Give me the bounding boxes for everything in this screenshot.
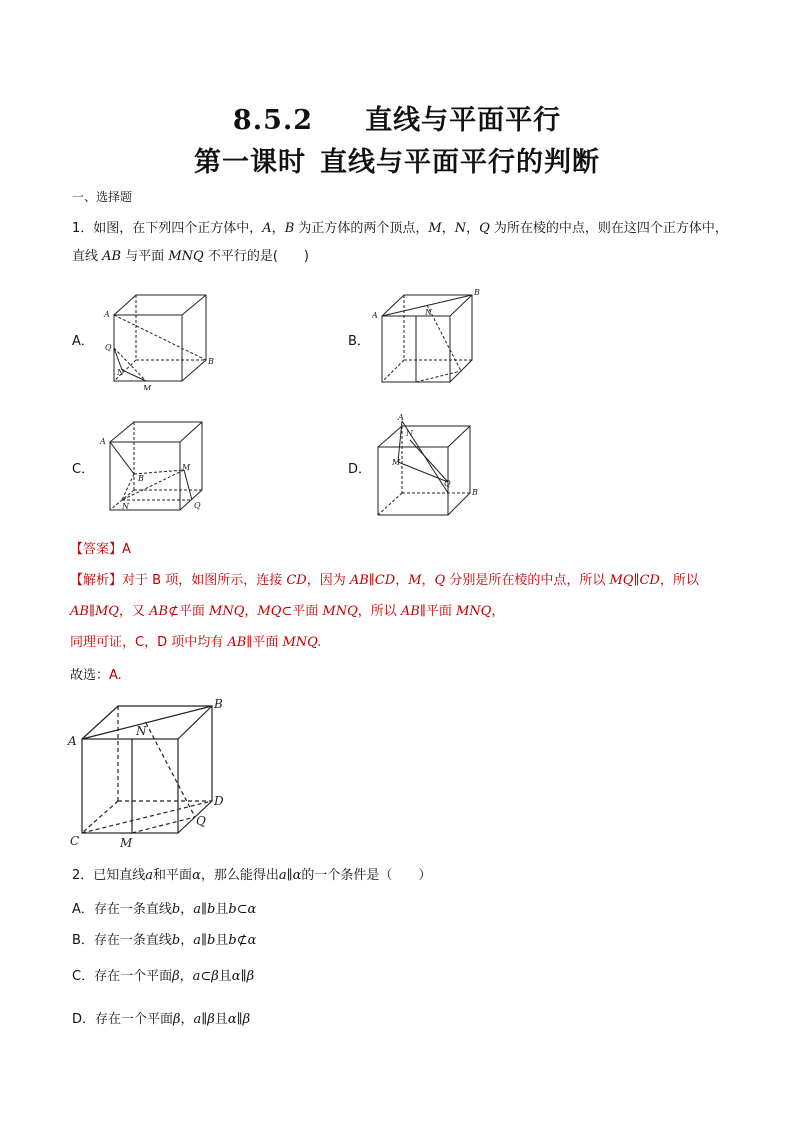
- option-b-label: B．: [348, 334, 370, 349]
- lesson-title-text: 直线与平面平行: [365, 105, 562, 136]
- svg-text:D: D: [214, 794, 224, 808]
- lesson-number: 8.5.2: [232, 105, 314, 136]
- option-c-label: C．: [72, 462, 95, 477]
- svg-text:M: M: [182, 463, 191, 472]
- section-heading: 一、选择题: [72, 190, 133, 204]
- svg-text:C: C: [70, 834, 80, 848]
- svg-text:A: A: [100, 437, 106, 446]
- answer-value: A: [122, 542, 131, 557]
- svg-text:M: M: [120, 836, 133, 850]
- cube-figure-d: [372, 412, 487, 517]
- svg-text:N: N: [122, 502, 129, 511]
- question-2-option-c: C．存在一个平面β，a⊂β且α∥β: [72, 969, 255, 984]
- svg-text:N: N: [406, 429, 413, 438]
- answer-line: [70, 538, 131, 557]
- svg-text:N: N: [117, 368, 124, 377]
- option-d-label: D．: [348, 462, 372, 477]
- svg-text:A: A: [104, 310, 110, 319]
- lesson-subtitle: [0, 140, 794, 179]
- svg-text:B: B: [474, 288, 480, 297]
- svg-text:A: A: [372, 311, 378, 320]
- analysis-selection: 故选：A.: [70, 668, 122, 683]
- cube-figure-a: [100, 290, 230, 390]
- subtitle-part-b: 直线与平面平行的判断: [320, 147, 600, 178]
- svg-text:N: N: [136, 724, 147, 738]
- question-2-option-a: A．存在一条直线b，a∥b且b⊂α: [72, 902, 257, 917]
- svg-text:B: B: [208, 357, 214, 366]
- question-2-stem: 2．已知直线a和平面α，那么能得出a∥α的一个条件是（ ）: [72, 868, 432, 883]
- svg-text:N: N: [425, 308, 432, 317]
- option-a-label: A．: [72, 334, 94, 349]
- subtitle-part-a: 第一课时: [194, 147, 306, 178]
- cube-figure-b: [372, 285, 492, 385]
- question-2-option-b: B．存在一条直线b，a∥b且b⊄α: [72, 933, 257, 948]
- svg-text:Q: Q: [444, 479, 451, 488]
- svg-text:A: A: [68, 734, 77, 748]
- analysis-cube-figure: [66, 693, 236, 853]
- svg-text:B: B: [138, 474, 144, 483]
- question-2-option-d: D．存在一个平面β，a∥β且α∥β: [72, 1012, 251, 1027]
- svg-text:Q: Q: [105, 343, 112, 352]
- cube-figure-c: [98, 418, 218, 518]
- question-1-stem: 1．如图，在下列四个正方体中，A，B 为正方体的两个顶点，M，N，Q 为所在棱的中点，则在这四个正方体中，直线 AB 与平面 MNQ 不平行的是( ): [72, 221, 728, 264]
- svg-text:B: B: [472, 488, 478, 497]
- svg-text:M: M: [392, 458, 401, 467]
- lesson-title: [0, 98, 794, 137]
- answer-label: 【答案】: [70, 542, 123, 557]
- analysis-text: 【解析】对于 B 项，如图所示，连接 CD，因为 AB∥CD，M，Q 分别是所在棱的中点，所以 MQ∥CD，所以 AB∥MQ，又 AB⊄平面 MNQ，MQ⊂平面 MNQ，所以 AB∥平面 MNQ， 同理可证，C，D 项中均有 AB∥平面 MNQ.: [70, 573, 699, 650]
- svg-text:B: B: [214, 697, 223, 711]
- svg-text:A: A: [398, 413, 404, 422]
- svg-text:Q: Q: [196, 814, 206, 828]
- svg-text:Q: Q: [194, 501, 201, 510]
- svg-text:M: M: [143, 384, 152, 390]
